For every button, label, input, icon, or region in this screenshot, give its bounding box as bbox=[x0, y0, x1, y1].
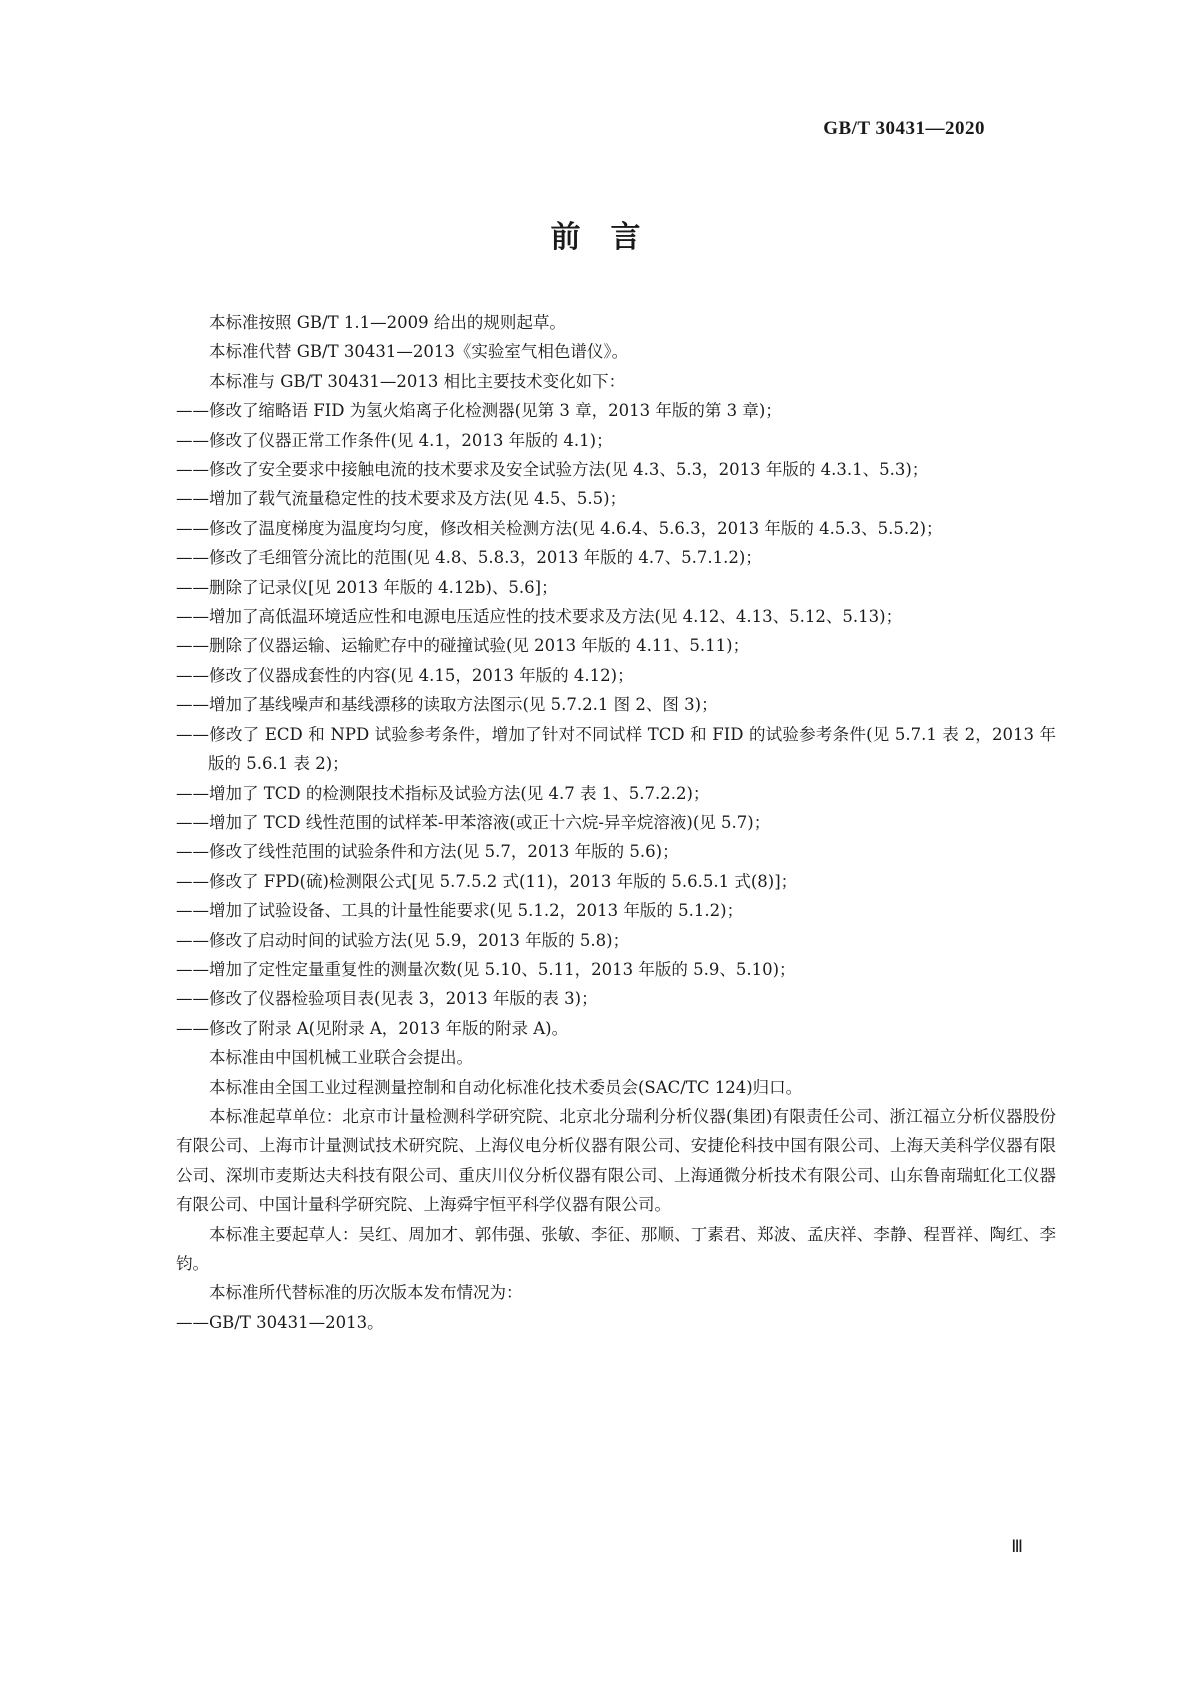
history-item: ——GB/T 30431—2013。 bbox=[176, 1312, 384, 1332]
standard-number: GB/T 30431—2020 bbox=[823, 118, 985, 139]
change-item: ——修改了仪器检验项目表(见表 3，2013 年版的表 3)； bbox=[176, 989, 598, 1009]
change-item: ——增加了基线噪声和基线漂移的读取方法图示(见 5.7.2.1 图 2、图 3)； bbox=[176, 695, 718, 715]
paragraph: 本标准按照 GB/T 1.1—2009 给出的规则起草。 bbox=[209, 313, 566, 332]
change-item: ——修改了线性范围的试验条件和方法(见 5.7，2013 年版的 5.6)； bbox=[176, 842, 679, 862]
change-item: ——增加了 TCD 的检测限技术指标及试验方法(见 4.7 表 1、5.7.2.2)； bbox=[176, 783, 710, 803]
change-item: ——删除了仪器运输、运输贮存中的碰撞试验(见 2013 年版的 4.11、5.11)； bbox=[176, 636, 750, 656]
change-item: ——修改了 ECD 和 NPD 试验参考条件，增加了针对不同试样 TCD 和 FID 的试验参考条件(见 5.7.1 表 2，2013 年版的 5.6.1 表 2)； bbox=[176, 724, 1056, 774]
change-item: ——修改了仪器成套性的内容(见 4.15，2013 年版的 4.12)； bbox=[176, 665, 634, 685]
page-title: 前 言 bbox=[550, 220, 641, 255]
change-item: ——增加了定性定量重复性的测量次数(见 5.10、5.11，2013 年版的 5.9、5.10)； bbox=[176, 959, 796, 979]
change-item: ——增加了试验设备、工具的计量性能要求(见 5.1.2，2013 年版的 5.1.2)； bbox=[176, 901, 744, 921]
change-item: ——修改了附录 A(见附录 A，2013 年版的附录 A)。 bbox=[176, 1018, 569, 1038]
change-item: ——增加了 TCD 线性范围的试样苯-甲苯溶液(或正十六烷-异辛烷溶液)(见 5.7)； bbox=[176, 812, 771, 832]
change-item: ——删除了记录仪[见 2013 年版的 4.12b)、5.6]； bbox=[176, 577, 558, 597]
paragraph: 本标准与 GB/T 30431—2013 相比主要技术变化如下： bbox=[209, 371, 626, 391]
paragraph: 本标准由全国工业过程测量控制和自动化标准化技术委员会(SAC/TC 124)归口。 bbox=[209, 1077, 803, 1097]
change-item: ——修改了缩略语 FID 为氢火焰离子化检测器(见第 3 章，2013 年版的第 3 章)； bbox=[176, 401, 782, 421]
paragraph: 本标准代替 GB/T 30431—2013《实验室气相色谱仪》。 bbox=[209, 342, 629, 362]
change-item: ——增加了高低温环境适应性和电源电压适应性的技术要求及方法(见 4.12、4.13、5.12、5.13)； bbox=[176, 607, 903, 627]
drafting-units: 本标准起草单位：北京市计量检测科学研究院、北京北分瑞利分析仪器(集团)有限责任公司、浙江福立分析仪器股份有限公司、上海市计量测试技术研究院、上海仪电分析仪器有限公司、安捷伦科技中国有限公司、上海天美科学仪器有限公司、深圳市麦斯达夫科技有限公司、重庆川仪分析仪器有限公司、上海通微分析技术有限公司、山东鲁南瑞虹化工仪器有限公司、中国计量科学研究院、上海舜宇恒平科学仪器有限公司。 bbox=[176, 1106, 1056, 1215]
drafters: 本标准主要起草人：吴红、周加才、郭伟强、张敏、李征、那顺、丁素君、郑波、孟庆祥、李静、程晋祥、陶红、李钧。 bbox=[176, 1224, 1056, 1273]
paragraph: 本标准所代替标准的历次版本发布情况为： bbox=[209, 1283, 523, 1303]
document-body bbox=[176, 308, 1056, 1337]
change-item: ——修改了温度梯度为温度均匀度，修改相关检测方法(见 4.6.4、5.6.3，2013 年版的 4.5.3、5.5.2)； bbox=[176, 518, 943, 538]
page-number: Ⅲ bbox=[1011, 1537, 1023, 1556]
change-item: ——修改了启动时间的试验方法(见 5.9，2013 年版的 5.8)； bbox=[176, 930, 630, 950]
change-list bbox=[176, 396, 1056, 1043]
change-item: ——修改了 FPD(硫)检测限公式[见 5.7.5.2 式(11)，2013 年版的 5.6.5.1 式(8)]； bbox=[176, 871, 798, 891]
change-item: ——修改了安全要求中接触电流的技术要求及安全试验方法(见 4.3、5.3，2013 年版的 4.3.1、5.3)； bbox=[176, 460, 929, 480]
change-item: ——增加了载气流量稳定性的技术要求及方法(见 4.5、5.5)； bbox=[176, 489, 627, 509]
change-item: ——修改了仪器正常工作条件(见 4.1，2013 年版的 4.1)； bbox=[176, 430, 613, 450]
change-item: ——修改了毛细管分流比的范围(见 4.8、5.8.3，2013 年版的 4.7、5.7.1.2)； bbox=[176, 548, 762, 568]
paragraph: 本标准由中国机械工业联合会提出。 bbox=[209, 1048, 473, 1068]
